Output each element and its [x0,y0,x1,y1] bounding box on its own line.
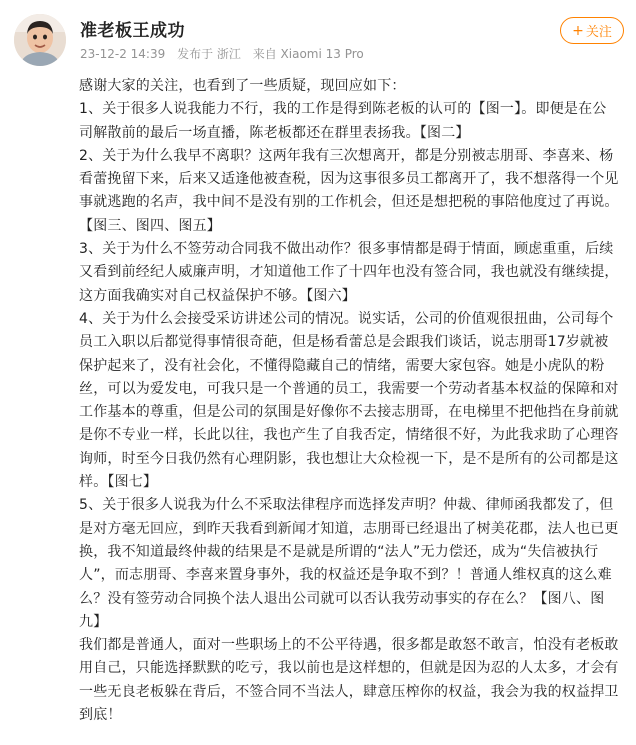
post-point-1: 1、关于很多人说我能力不行，我的工作是得到陈老板的认可的【图一】。即便是在公司解散前的最后一场直播，陈老板都还在群里表扬我。【图二】 [79,101,607,141]
post-point-4: 4、关于为什么会接受采访讲述公司的情况。说实话，公司的价值观很扭曲，公司每个员工入职以后都觉得事情很奇葩，但是杨看蕾总是会跟我们谈话，说志朋哥17岁就被保护起来了，没有社会化，不懂得隐藏自己的情绪，需要大家包容。她是小虎队的粉丝，可以为爱发电，可我只是一个普通的员工，我需要一个劳动者基本权益的保障和对工作基本的尊重，但是公司的氛围是好像你不去接志朋哥，在电梯里不把他挡在身前就是你不专业一样，长此以往，我也产生了自我否定，情绪很不好，为此我求助了心理咨询师，时至今日我仍然有心理阴影，我也想让大众检视一下，是不是所有的公司都是这样。【图七】 [79,310,619,491]
follow-label: 关注 [585,25,612,40]
user-name[interactable]: 准老板王成功 [80,21,185,41]
post-point-5: 5、关于很多人说我为什么不采取法律程序而选择发声明？仲裁、律师函我都发了，但是对方毫无回应，到昨天我看到新闻才知道，志朋哥已经退出了树美花郡，法人也已更换，我不知道最终仲裁的结果是不是就是所谓的“法人”无力偿还，成为“失信被执行人”，而志朋哥、李喜来置身事外，我的权益还是争取不到？！普通人维权真的这么难么？没有签劳动合同换个法人退出公司就可以否认我劳动事实的存在么？【图八、图九】 [79,497,619,630]
post-date: 23-12-2 14:39 [80,47,166,61]
post-content [79,75,619,727]
post-device: 来自 Xiaomi 13 Pro [252,47,364,61]
post-intro: 感谢大家的关注，也看到了一些质疑，现回应如下： [79,78,406,94]
avatar[interactable] [14,14,66,66]
post-conclusion: 我们都是普通人，面对一些职场上的不公平待遇，很多都是敢怒不敢言，怕没有老板敢用自己，只能选择默默的吃亏，我以前也是这样想的，但就是因为忍的人太多，才会有一些无良老板躲在背后，不签合同不当法人，肆意压榨你的权益，我会为我的权益捍卫到底！ [79,637,619,724]
post-location: 发布于 浙江 [177,47,241,61]
post-meta [80,45,372,62]
avatar-portrait-icon [14,14,66,66]
post-point-2: 2、关于为什么我早不离职？这两年我有三次想离开，都是分别被志朋哥、李喜来、杨看蕾挽留下来，后来又适逢他被查税，因为这事很多员工都离开了，我不想落得一个见事就逃跑的名声，我中间不是没有别的工作机会，但还是想把税的事陪他度过了再说。【图三、图四、图五】 [79,147,619,234]
post-point-3: 3、关于为什么不签劳动合同我不做出动作？很多事情都是碍于情面，顾虑重重，后续又看到前经纪人威廉声明，才知道他工作了十四年也没有签合同，我也就没有继续提，这方面我确实对自己权益保护不够。【图六】 [79,241,619,304]
plus-icon: + [572,22,584,39]
post-header [0,0,636,78]
follow-button[interactable] [560,17,624,44]
